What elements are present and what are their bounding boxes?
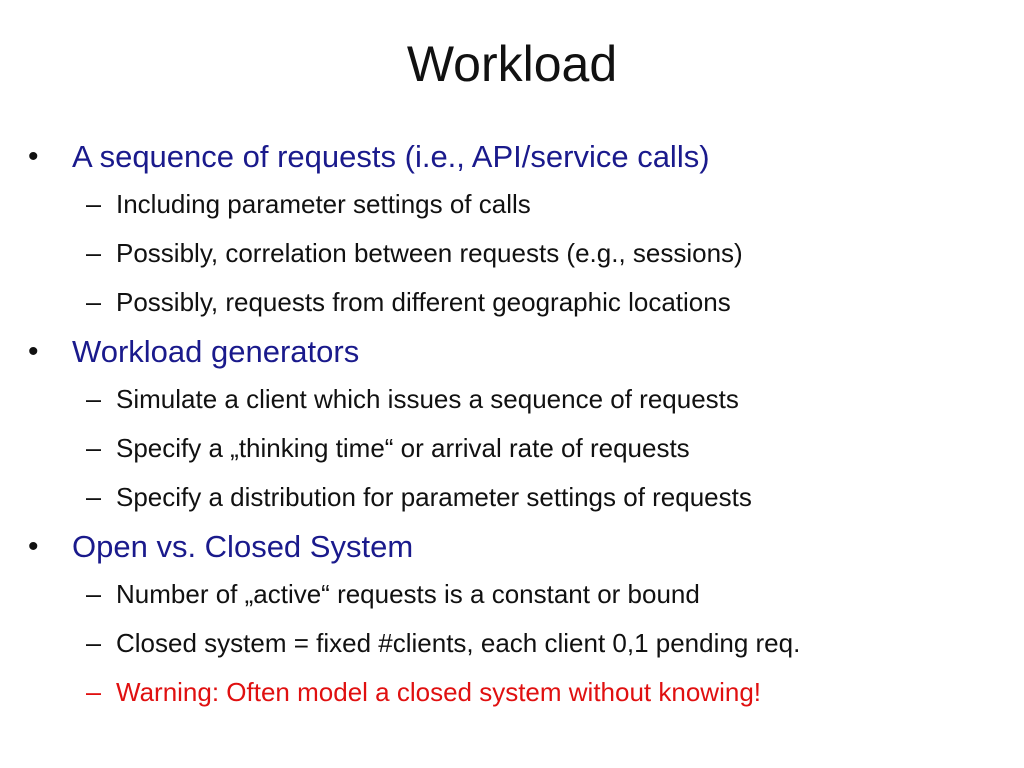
slide-title: Workload — [406, 36, 618, 92]
bullet-subitem: Number of „active“ requests is a constant or bound — [116, 579, 700, 609]
dash-icon: – — [86, 238, 102, 268]
dash-icon: – — [86, 287, 102, 317]
bullet-heading: A sequence of requests (i.e., API/service calls) — [72, 139, 710, 174]
bullet-subitem: Simulate a client which issues a sequence of requests — [116, 384, 739, 414]
bullet-dot-icon: • — [28, 335, 39, 368]
dash-icon: – — [86, 433, 102, 463]
bullet-subitem: Possibly, correlation between requests (e.g., sessions) — [116, 238, 743, 268]
dash-icon: – — [86, 384, 102, 414]
bullet-level2 — [28, 375, 1008, 424]
bullet-subitem: Possibly, requests from different geographic locations — [116, 287, 731, 317]
bullet-heading: Open vs. Closed System — [72, 529, 414, 564]
bullet-level2 — [28, 619, 1008, 668]
slide-content — [28, 132, 1008, 717]
bullet-level2 — [28, 180, 1008, 229]
warning-text: Warning: Often model a closed system without knowing! — [116, 677, 761, 707]
bullet-level2 — [28, 229, 1008, 278]
bullet-level2 — [28, 570, 1008, 619]
bullet-subitem: Including parameter settings of calls — [116, 189, 531, 219]
dash-icon: – — [86, 189, 102, 219]
dash-icon: – — [86, 482, 102, 512]
bullet-subitem: Specify a „thinking time“ or arrival rate of requests — [116, 433, 690, 463]
bullet-level1 — [28, 524, 1008, 570]
bullet-level2 — [28, 424, 1008, 473]
bullet-subitem: Closed system = fixed #clients, each client 0,1 pending req. — [116, 628, 801, 658]
dash-icon: – — [86, 628, 102, 658]
bullet-dot-icon: • — [28, 140, 39, 173]
bullet-subitem: Specify a distribution for parameter settings of requests — [116, 482, 752, 512]
dash-icon: – — [86, 677, 102, 707]
bullet-level2-warning — [28, 668, 1008, 717]
bullet-level2 — [28, 278, 1008, 327]
bullet-level1 — [28, 329, 1008, 375]
bullet-level1 — [28, 134, 1008, 180]
bullet-heading: Workload generators — [72, 334, 360, 369]
bullet-dot-icon: • — [28, 530, 39, 563]
dash-icon: – — [86, 579, 102, 609]
bullet-level2 — [28, 473, 1008, 522]
